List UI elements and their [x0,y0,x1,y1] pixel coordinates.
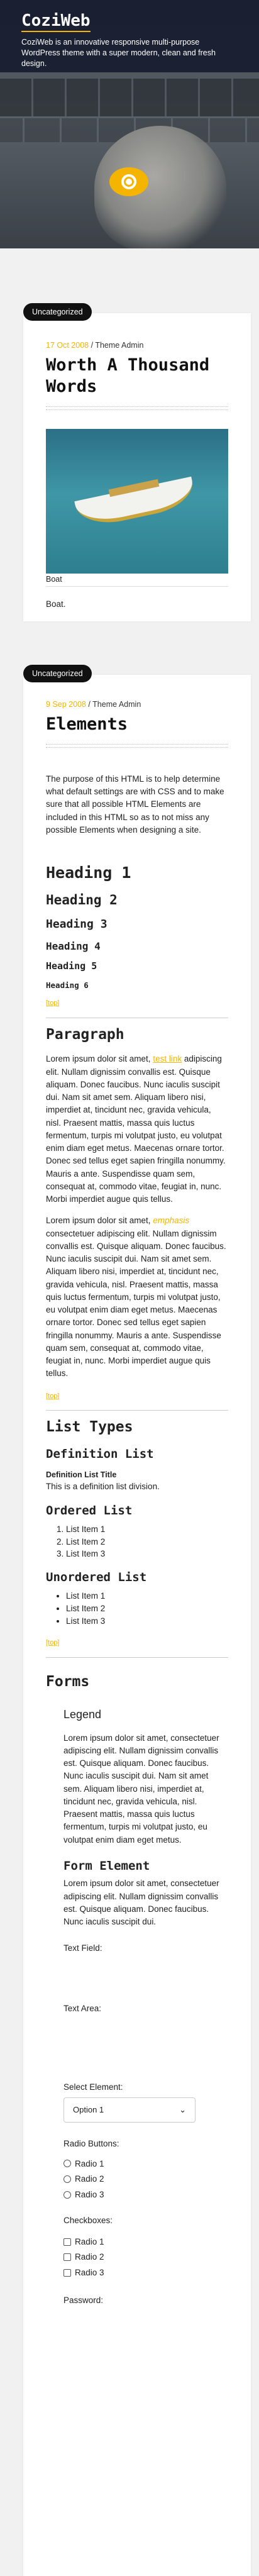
post-date[interactable]: 9 Sep 2008 [46,700,86,709]
emphasis-text: emphasis [153,1216,190,1226]
divider [46,406,228,410]
radio-icon [63,2175,71,2183]
legend-text: Lorem ipsum dolor sit amet, consectetuer adipiscing elit. Nullam dignissim convallis est. Quisque aliquam. Donec faucibus. Nunc iaculis suscipit dui. Nam sit amet sem. Aliquam libero nisi, imperdiet at, tincidunt nec, gravida vehicula, nisl. Praesent mattis, massa quis luctus fermentum, turpis mi volutpat justo, eu volutpat enim diam eget metus. [63,1733,219,1845]
checkbox-option-label: Radio 3 [75,2267,104,2277]
definition-term: Definition List Title [46,1470,117,1480]
post-author[interactable]: Theme Admin [92,700,141,709]
intro-paragraph: The purpose of this HTML is to help determine what default settings are with CSS and to make sure that all possible HTML Elements are included in this HTML so as to not miss any possible Elements when designing a site. [46,774,224,835]
form-fieldset [46,1706,228,2329]
select-label: Select Element: [63,2082,123,2092]
site-header [0,0,259,72]
radio-option[interactable] [63,2189,228,2201]
radio-option[interactable] [63,2158,228,2170]
radio-icon [63,2191,71,2199]
ordered-list-title: Ordered List [46,1503,133,1518]
image-caption: Boat [46,574,228,587]
forms-title: Forms [46,1674,90,1690]
post-excerpt: Boat. [46,599,66,609]
definition-list-title: Definition List [46,1446,154,1461]
post-date[interactable]: 17 Oct 2008 [46,341,89,350]
heading-3: Heading 3 [46,917,107,931]
post-figure [46,429,228,587]
checkbox-option[interactable] [63,2267,228,2279]
test-link[interactable]: test link [153,1054,182,1064]
post-card [23,313,251,621]
hero-banner [0,0,259,248]
text-field-label: Text Field: [63,1943,102,1953]
text-field-input[interactable] [63,1958,228,1977]
select-value: Option 1 [73,2104,104,2114]
form-element-title: Form Element [63,1858,150,1873]
chevron-down-icon: ⌄ [179,2104,186,2114]
ordered-list [66,1523,228,1560]
list-item: 1. List Item 1 [66,1523,228,1536]
boat-image [46,429,228,574]
checkbox-icon [63,2238,71,2246]
paragraph: Lorem ipsum dolor sit amet, emphasis consectetuer adipiscing elit. Nullam dignissim convallis est. Quisque aliquam. Donec faucibus. Nunc iaculis suscipit dui. Nam sit amet sem. Aliquam libero nisi, imperdiet at, tincidunt nec, gravida vehicula, nisl. Praesent mattis, massa quis luctus fermentum, turpis mi volutpat justo, eu volutpat enim diam eget metus. Maecenas ornare tortor. Donec sed tellus eget sapien fringilla nonummy. Mauris a ante. Suspendisse quam sem, consequat at, commodo vitae, feugiat in, nunc. Morbi imperdiet augue quis tellus. [46,1216,226,1379]
form-legend: Legend [63,1708,102,1721]
radio-group-label: Radio Buttons: [63,2139,119,2149]
heading-4: Heading 4 [46,940,101,952]
text-area[interactable] [63,2018,228,2081]
site-description: CoziWeb is an innovative responsive multi-purpose WordPress theme with a super modern, clean and fresh design. [21,38,216,68]
unordered-list-title: Unordered List [46,1570,147,1584]
list-item: 3. List Item 3 [66,1548,228,1560]
list-item: • List Item 1 [66,1590,228,1602]
divider [46,1410,228,1411]
top-link[interactable]: [top] [46,1639,60,1647]
radio-option[interactable] [63,2173,228,2185]
list-item: 2. List Item 2 [66,1536,228,1548]
list-item: • List Item 2 [66,1602,228,1615]
unordered-list [66,1590,228,1627]
text-area-label: Text Area: [63,2003,102,2013]
checkbox-icon [63,2269,71,2277]
site-title[interactable]: CoziWeb [21,13,91,32]
definition-list [46,1469,228,1493]
definition-description: This is a definition list division. [46,1482,160,1492]
category-badge[interactable]: Uncategorized [23,665,92,682]
heading-2: Heading 2 [46,892,118,908]
list-types-title: List Types [46,1419,133,1436]
heading-1: Heading 1 [46,863,131,882]
heading-6: Heading 6 [46,980,89,990]
top-link[interactable]: [top] [46,1392,60,1400]
form-element-text: Lorem ipsum dolor sit amet, consectetuer adipiscing elit. Nullam dignissim convallis est. Quisque aliquam. Donec faucibus. Nunc iaculis suscipit dui. [63,1879,219,1927]
category-badge[interactable]: Uncategorized [23,303,92,321]
paragraph: Lorem ipsum dolor sit amet, test link adipiscing elit. Nullam dignissim convallis est. Quisque aliquam. Donec faucibus. Nunc iaculis suscipit dui. Nam sit amet sem. Aliquam libero nisi, imperdiet at, tincidunt nec, gravida vehicula, nisl. Praesent mattis, massa quis luctus fermentum, turpis mi volutpat justo, eu volutpat enim diam eget metus. Maecenas ornare tortor. Donec sed tellus eget sapien fringilla nonummy. Mauris a ante. Suspendisse quam sem, consequat at, commodo vitae, feugiat in, nunc. Morbi imperdiet augue quis tellus. [46,1054,226,1204]
checkbox-option[interactable] [63,2251,228,2263]
post-card [23,675,251,2576]
radio-option-label: Radio 3 [75,2189,104,2199]
post-title[interactable]: Elements [46,714,128,735]
select-dropdown[interactable] [63,2097,196,2123]
top-link[interactable]: [top] [46,999,60,1007]
heading-5: Heading 5 [46,960,97,972]
paragraph-section-title: Paragraph [46,1026,124,1043]
radio-option-label: Radio 2 [75,2174,104,2184]
keyboard-image [0,79,259,116]
radio-icon [63,2160,71,2167]
scroll-down-icon [121,174,136,189]
checkbox-option-label: Radio 2 [75,2252,104,2262]
checkbox-icon [63,2253,71,2261]
password-label: Password: [63,2295,104,2305]
checkbox-option[interactable] [63,2236,228,2248]
checkbox-group-label: Checkboxes: [63,2216,113,2226]
post-author[interactable]: Theme Admin [95,341,144,350]
post-meta: 17 Oct 2008 / Theme Admin [46,341,144,350]
checkbox-option-label: Radio 1 [75,2236,104,2246]
password-input[interactable] [63,2310,228,2329]
post-meta: 9 Sep 2008 / Theme Admin [46,700,141,709]
post-title[interactable]: Worth A Thousand Words [46,355,210,396]
scroll-down-button[interactable] [109,167,148,196]
list-item: • List Item 3 [66,1615,228,1628]
divider [46,744,228,748]
radio-option-label: Radio 1 [75,2158,104,2168]
divider [46,1657,228,1658]
